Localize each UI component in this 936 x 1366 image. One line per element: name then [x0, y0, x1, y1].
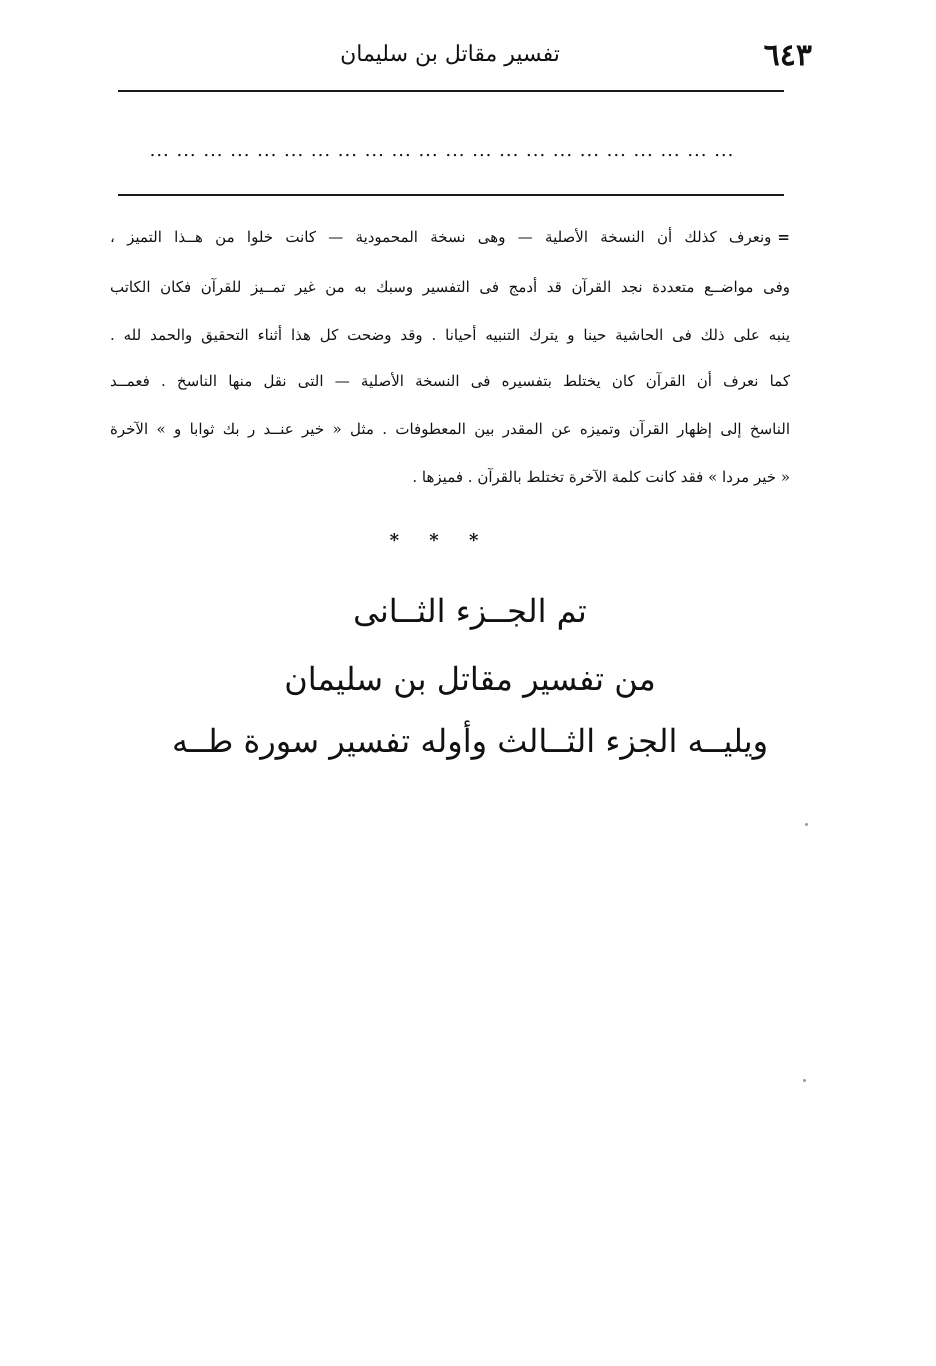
- page-number: ٦٤٣: [763, 38, 812, 73]
- omission-ellipsis: ... ... ... ... ... ... ... ... ... ... ... ... ... ... ... ... ... ... ... ... ... ...: [149, 140, 735, 161]
- footnote-line-2: وفى مواضــع متعددة نجد القرآن قد أدمج فى التفسير وسبك به من غير تمــيز للقرآن فكان الكاتب: [110, 278, 790, 296]
- colophon-line-1: تم الجــزء الثــانى: [353, 592, 587, 630]
- colophon-line-2: من تفسير مقاتل بن سليمان: [284, 660, 656, 698]
- header-rule: [118, 90, 784, 92]
- scan-speck: [805, 823, 808, 826]
- running-title: تفسير مقاتل بن سليمان: [340, 42, 560, 67]
- footnote-line-6: « خير مردا » فقد كانت كلمة الآخرة تختلط بالقرآن . فميزها .: [412, 468, 790, 486]
- footnote-text: ونعرف كذلك أن النسخة الأصلية — وهى نسخة المحمودية — كانت خلوا من هــذا التميز ،: [110, 228, 772, 246]
- footnote-marker: =: [777, 228, 790, 246]
- scan-speck: [803, 1079, 806, 1082]
- footnote-line-5: الناسخ إلى إظهار القرآن وتميزه عن المقدر بين المعطوفات . مثل « خير عنــد ر بك ثوابا و » الآخرة: [110, 420, 790, 438]
- section-separator: * * *: [389, 530, 491, 551]
- footnote-line-1: [110, 228, 790, 246]
- colophon-line-3: ويليــه الجزء الثــالث وأوله تفسير سورة طــه: [171, 722, 769, 760]
- footnote-line-4: كما نعرف أن القرآن كان يختلط بتفسيره فى النسخة الأصلية — التى نقل منها الناسخ . فعمــد: [110, 372, 790, 390]
- footnote-line-3: ينبه على ذلك فى الحاشية حينا و يترك التنبيه أحيانا . وقد وضحت كل هذا أثناء التحقيق والحمد لله .: [110, 326, 790, 344]
- footnote-rule: [118, 194, 784, 196]
